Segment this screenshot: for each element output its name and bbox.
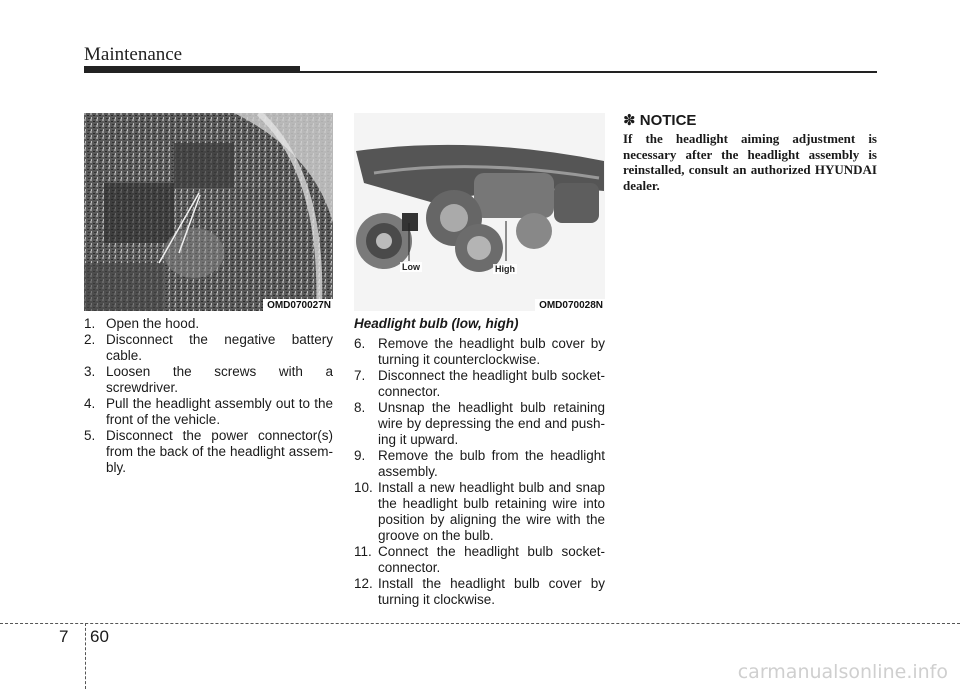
- left-steps: [84, 316, 333, 476]
- step-text: Disconnect the power connector(s) from the back of the headlight assem-bly.: [106, 428, 333, 475]
- step-text: Pull the headlight assembly out to the front of the vehicle.: [106, 396, 333, 427]
- page-number: 60: [90, 627, 109, 646]
- step-number: 5.: [84, 428, 96, 443]
- step-text: Unsnap the headlight bulb retaining wire by depressing the end and push-ing it upward.: [378, 400, 605, 447]
- figure-code: OMD070028N: [535, 299, 605, 311]
- step-text: Remove the bulb from the headlight assembly.: [378, 448, 605, 479]
- step-item: [84, 428, 333, 476]
- step-number: 2.: [84, 332, 96, 347]
- step-number: 1.: [84, 316, 96, 331]
- step-number: 3.: [84, 364, 96, 379]
- step-text: Loosen the screws with a screwdriver.: [106, 364, 333, 395]
- subsection-heading: Headlight bulb (low, high): [354, 316, 519, 331]
- step-number: 6.: [354, 336, 366, 351]
- step-number: 8.: [354, 400, 366, 415]
- step-item: [84, 316, 333, 332]
- headlight-assembly-photo: [354, 113, 605, 311]
- step-number: 11.: [354, 544, 372, 559]
- notice-title: ✽ NOTICE: [623, 112, 697, 129]
- header-rule-thick: [84, 66, 300, 73]
- step-text: Remove the headlight bulb cover by turning it counterclockwise.: [378, 336, 605, 367]
- step-item: [354, 544, 605, 576]
- high-beam-label: High: [495, 264, 515, 274]
- footer-rule: [0, 623, 960, 624]
- step-item: [354, 480, 605, 544]
- low-beam-label: Low: [402, 262, 420, 272]
- chapter-number: 7: [59, 627, 69, 646]
- step-text: Open the hood.: [106, 316, 200, 331]
- step-text: Disconnect the headlight bulb socket-connector.: [378, 368, 605, 399]
- step-text: Install a new headlight bulb and snap the headlight bulb retaining wire into position by aligning the wire with the groove on the bulb.: [378, 480, 605, 543]
- step-text: Install the headlight bulb cover by turning it clockwise.: [378, 576, 605, 607]
- step-item: [84, 396, 333, 428]
- watermark: carmanualsonline.info: [737, 661, 948, 683]
- step-item: [354, 336, 605, 368]
- step-number: 12.: [354, 576, 373, 591]
- step-text: Disconnect the negative battery cable.: [106, 332, 333, 363]
- step-item: [354, 448, 605, 480]
- figure-code: OMD070027N: [263, 299, 333, 311]
- step-item: [84, 332, 333, 364]
- step-item: [354, 368, 605, 400]
- step-number: 7.: [354, 368, 366, 383]
- header-rule-thin: [300, 71, 877, 73]
- step-number: 10.: [354, 480, 373, 495]
- step-number: 4.: [84, 396, 96, 411]
- step-item: [354, 400, 605, 448]
- engine-bay-photo: [84, 113, 333, 311]
- step-text: Connect the headlight bulb socket-connector.: [378, 544, 605, 575]
- middle-steps: [354, 316, 605, 608]
- step-item: [84, 364, 333, 396]
- step-number: 9.: [354, 448, 366, 463]
- notice-text: If the headlight aiming adjustment is necessary after the headlight assembly is reinstalled, consult an authorized HYUNDAI dealer.: [623, 131, 877, 193]
- section-title: Maintenance: [84, 44, 183, 65]
- step-item: [354, 576, 605, 608]
- footer-divider: [85, 623, 86, 689]
